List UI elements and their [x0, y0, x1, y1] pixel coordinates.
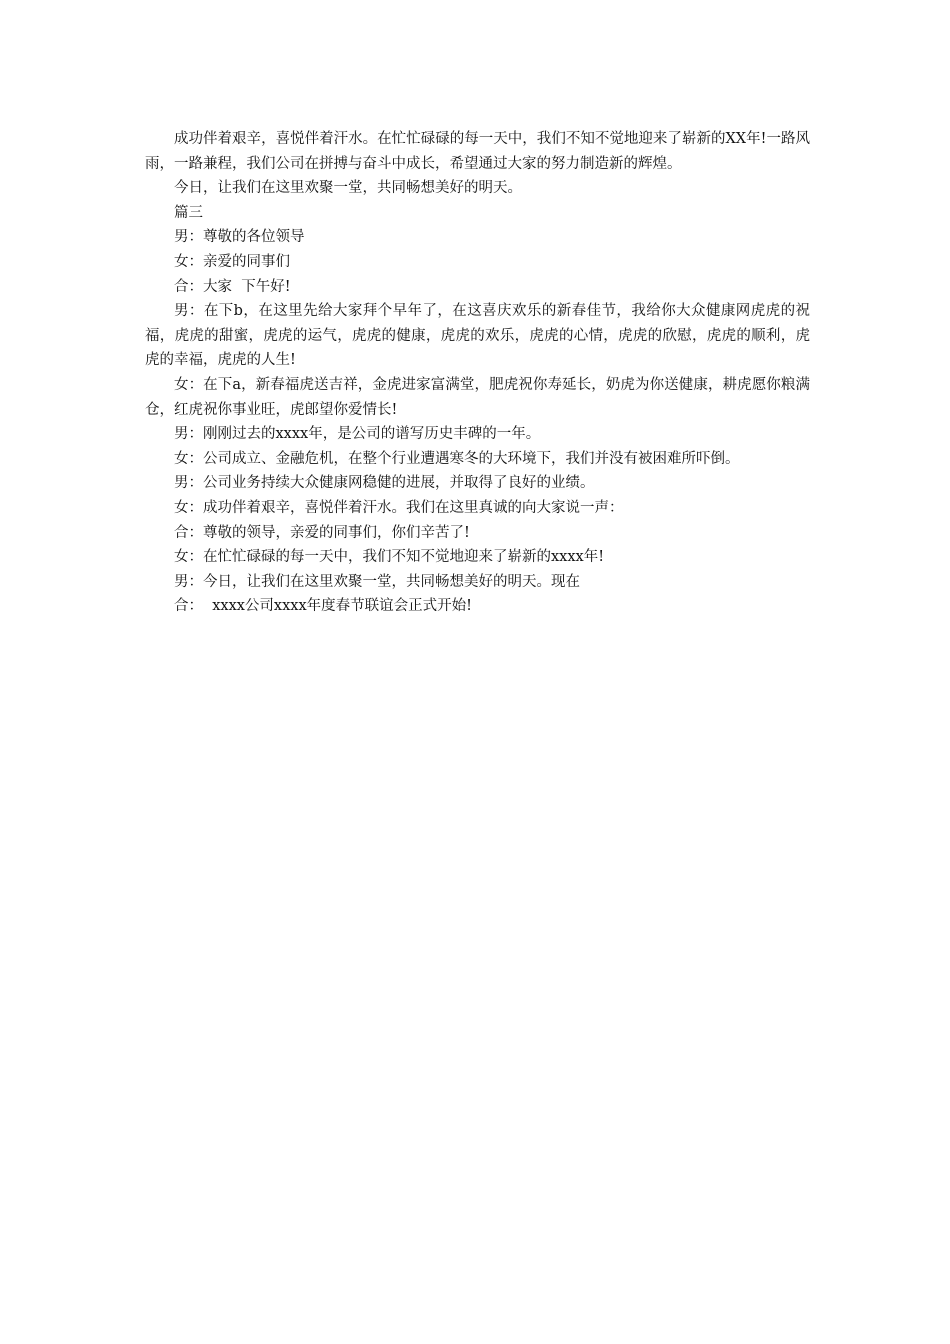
paragraph-intro: 成功伴着艰辛，喜悦伴着汗水。在忙忙碌碌的每一天中，我们不知不觉地迎来了崭新的XX年!一路风雨，一路兼程，我们公司在拼搏与奋斗中成长，希望通过大家的努力制造新的辉煌。 — [145, 131, 810, 172]
dialogue-line: 男：公司业务持续大众健康网稳健的进展，并取得了良好的业绩。 — [174, 475, 595, 492]
dialogue-line: 男：尊敬的各位领导 — [174, 229, 305, 246]
document-body — [145, 127, 810, 619]
dialogue-line: 男：在下b，在这里先给大家拜个早年了，在这喜庆欢乐的新春佳节，我给你大众健康网虎虎的祝福，虎虎的甜蜜，虎虎的运气，虎虎的健康，虎虎的欢乐，虎虎的心情，虎虎的欣慰，虎虎的顺利，虎虎的幸福，虎虎的人生! — [145, 303, 810, 369]
dialogue-line: 女：成功伴着艰辛，喜悦伴着汗水。我们在这里真诚的向大家说一声： — [174, 499, 624, 516]
dialogue-line: 女：亲爱的同事们 — [174, 253, 290, 270]
dialogue-line: 女：在下a，新春福虎送吉祥，金虎进家富满堂，肥虎祝你寿延长，奶虎为你送健康，耕虎愿你粮满仓，红虎祝你事业旺，虎郎望你爱情长! — [145, 376, 810, 418]
dialogue-line: 合：尊敬的领导，亲爱的同事们，你们辛苦了! — [174, 524, 470, 541]
section-heading: 篇三 — [174, 204, 203, 221]
dialogue-line: 合：大家 下午好! — [174, 278, 291, 295]
dialogue-line: 女：在忙忙碌碌的每一天中，我们不知不觉地迎来了崭新的xxxx年! — [174, 549, 605, 566]
dialogue-line: 女：公司成立、金融危机，在整个行业遭遇寒冬的大环境下，我们并没有被困难所吓倒。 — [174, 450, 740, 467]
dialogue-line: 男：今日，让我们在这里欢聚一堂，共同畅想美好的明天。现在 — [174, 573, 580, 590]
paragraph-closing-line: 今日，让我们在这里欢聚一堂，共同畅想美好的明天。 — [174, 180, 522, 197]
dialogue-line: 合： xxxx公司xxxx年度春节联谊会正式开始! — [174, 598, 472, 615]
dialogue-line: 男：刚刚过去的xxxx年，是公司的谱写历史丰碑的一年。 — [174, 426, 541, 443]
